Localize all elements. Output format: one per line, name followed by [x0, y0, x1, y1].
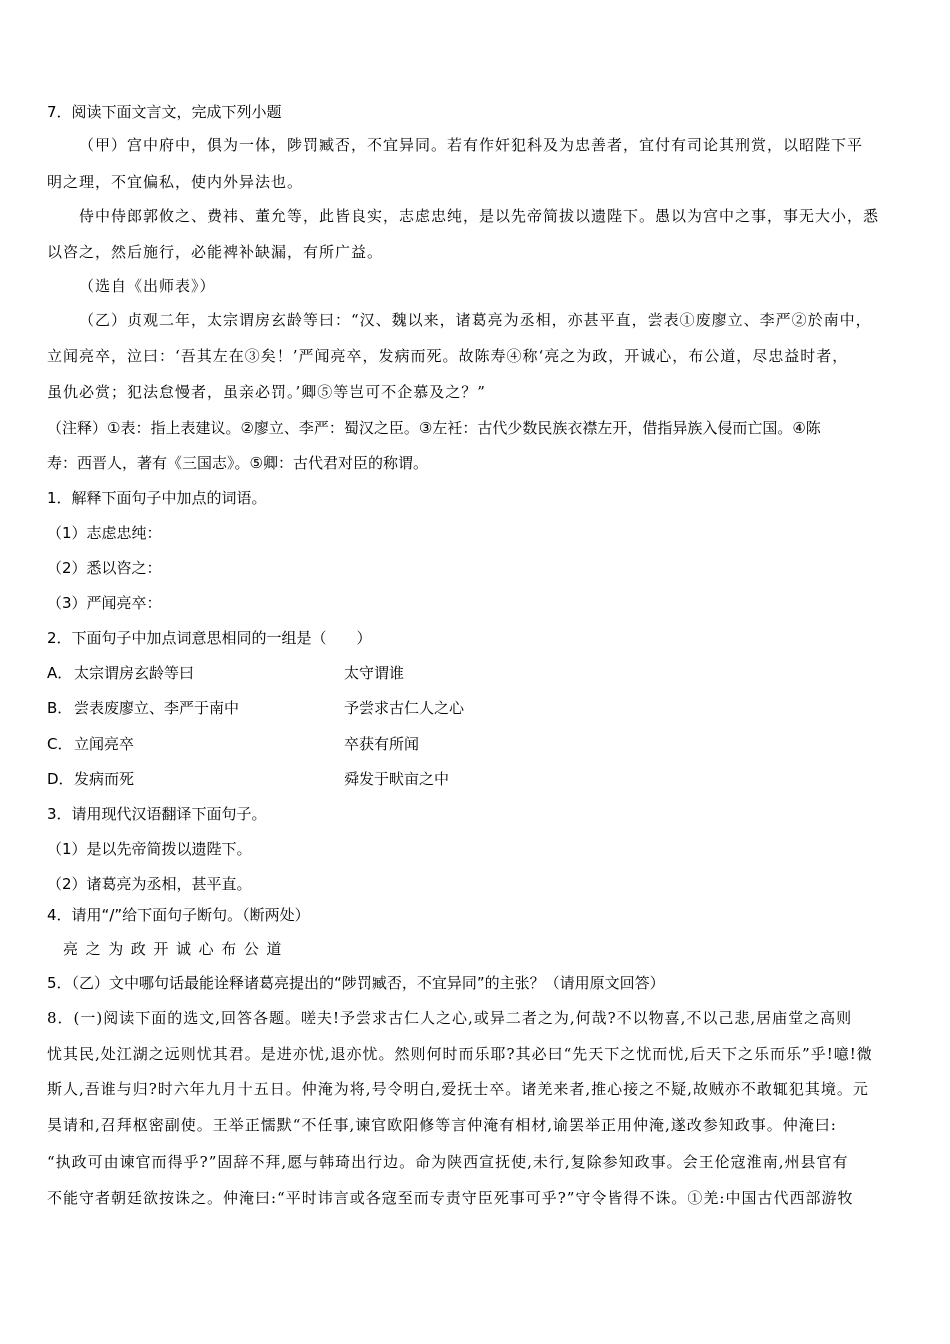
q1-stem: 1．解释下面句子中加点的词语。 — [47, 489, 267, 507]
option-left-text: 尝表废廖立、李严于南中 — [74, 699, 240, 717]
q8-line: “执政可由谏官而得乎?”固辞不拜,愿与韩琦出行边。命为陕西宣抚使,未行,复除参知政事。会王伦寇淮南,州县官有 — [47, 1153, 849, 1171]
passage-jia-line: 侍中侍郎郭攸之、费祎、董允等，此皆良实，志虑忠纯，是以先帝简拔以遗陛下。愚以为宫中之事，事无大小，悉 — [79, 207, 880, 225]
option-label: B． — [47, 699, 73, 717]
option-left-text: 发病而死 — [74, 770, 135, 788]
q5-stem: 5．（乙）文中哪句话最能诠释诸葛亮提出的“陟罚臧否，不宜异同”的主张？（请用原文回答） — [47, 974, 665, 992]
option-right-text: 舜发于畎亩之中 — [344, 770, 450, 788]
option-right-text: 卒获有所闻 — [344, 735, 420, 753]
notes-line: （注释）①表：指上表建议。②廖立、李严：蜀汉之臣。③左衽：古代少数民族衣襟左开，借指异族入侵而亡国。④陈 — [47, 419, 821, 437]
q1-item: （2）悉以咨之： — [47, 559, 162, 577]
q3-item: （2）诸葛亮为丞相，甚平直。 — [47, 875, 252, 893]
passage-yi-line: 立闻亮卒，泣曰：‘吾其左在③矣！’严闻亮卒，发病而死。故陈寿④称‘亮之为政，开诚心，布公道，尽忠益时者， — [47, 347, 849, 365]
option-left-text: 立闻亮卒 — [74, 735, 135, 753]
option-left-text: 太宗谓房玄龄等曰 — [74, 664, 195, 682]
q8-line: 不能守者朝廷欲按诛之。仲淹曰:“平时讳言或各寇至而专责守臣死事可乎?”守令皆得不诛。①羌:中国古代西部游牧 — [47, 1189, 854, 1207]
q8-line: 斯人,吾谁与归?时六年九月十五日。仲淹为将,号令明白,爱抚士卒。诸羌来者,推心接之不疑,故贼亦不敢辄犯其境。元 — [47, 1080, 869, 1098]
q8-line: 8．(一)阅读下面的选文,回答各题。嗟夫!予尝求古仁人之心,或异二者之为,何哉?不以物喜,不以己悲,居庙堂之高则 — [47, 1009, 853, 1027]
q1-item: （3）严闻亮卒： — [47, 594, 162, 612]
passage-jia-line: （甲）宫中府中，俱为一体，陟罚臧否，不宜异同。若有作奸犯科及为忠善者，宜付有司论其刑赏，以昭陛下平 — [79, 136, 864, 154]
passage-jia-line: 以咨之，然后施行，必能裨补缺漏，有所广益。 — [47, 243, 384, 261]
passage-jia-line: 明之理，不宜偏私，使内外异法也。 — [47, 173, 304, 191]
option-right-text: 予尝求古仁人之心 — [344, 699, 465, 717]
passage-yi-line: （乙）贞观二年，太宗谓房玄龄等曰：“汉、魏以来，诸葛亮为丞相，亦甚平直，尝表①废廖立、李严②於南中， — [79, 311, 872, 329]
q7-heading: 7．阅读下面文言文，完成下列小题 — [47, 103, 282, 121]
q4-sentence: 亮之为政开诚心布公道 — [63, 940, 290, 958]
notes-line: 寿：西晋人，著有《三国志》。⑤卿：古代君对臣的称谓。 — [47, 454, 428, 472]
q3-item: （1）是以先帝简拨以遗陛下。 — [47, 840, 252, 858]
option-right-text: 太守谓谁 — [344, 664, 405, 682]
passage-jia-source: （选自《出师表》） — [79, 277, 216, 295]
option-label: A． — [47, 664, 73, 682]
passage-yi-line: 虽仇必赏；犯法怠慢者，虽亲必罚。’卿⑤等岂可不企慕及之？” — [47, 383, 486, 401]
q8-line: 昊请和,召拜枢密副使。王举正懦默“不任事,谏官欧阳修等言仲淹有相材,谕罢举正用仲淹,遂改参知政事。仲淹曰: — [47, 1116, 837, 1134]
q4-stem: 4．请用“/”给下面句子断句。（断两处） — [47, 906, 310, 924]
q1-item: （1）志虑忠纯： — [47, 524, 162, 542]
option-label: D． — [47, 770, 74, 788]
q8-line: 忧其民,处江湖之远则忧其君。是进亦忧,退亦忧。然则何时而乐耶?其必曰“先天下之忧而忧,后天下之乐而乐”乎!噫!微 — [47, 1045, 873, 1063]
q2-stem: 2．下面句子中加点词意思相同的一组是（ ） — [47, 629, 372, 647]
q3-stem: 3．请用现代汉语翻译下面句子。 — [47, 805, 267, 823]
option-label: C． — [47, 735, 73, 753]
